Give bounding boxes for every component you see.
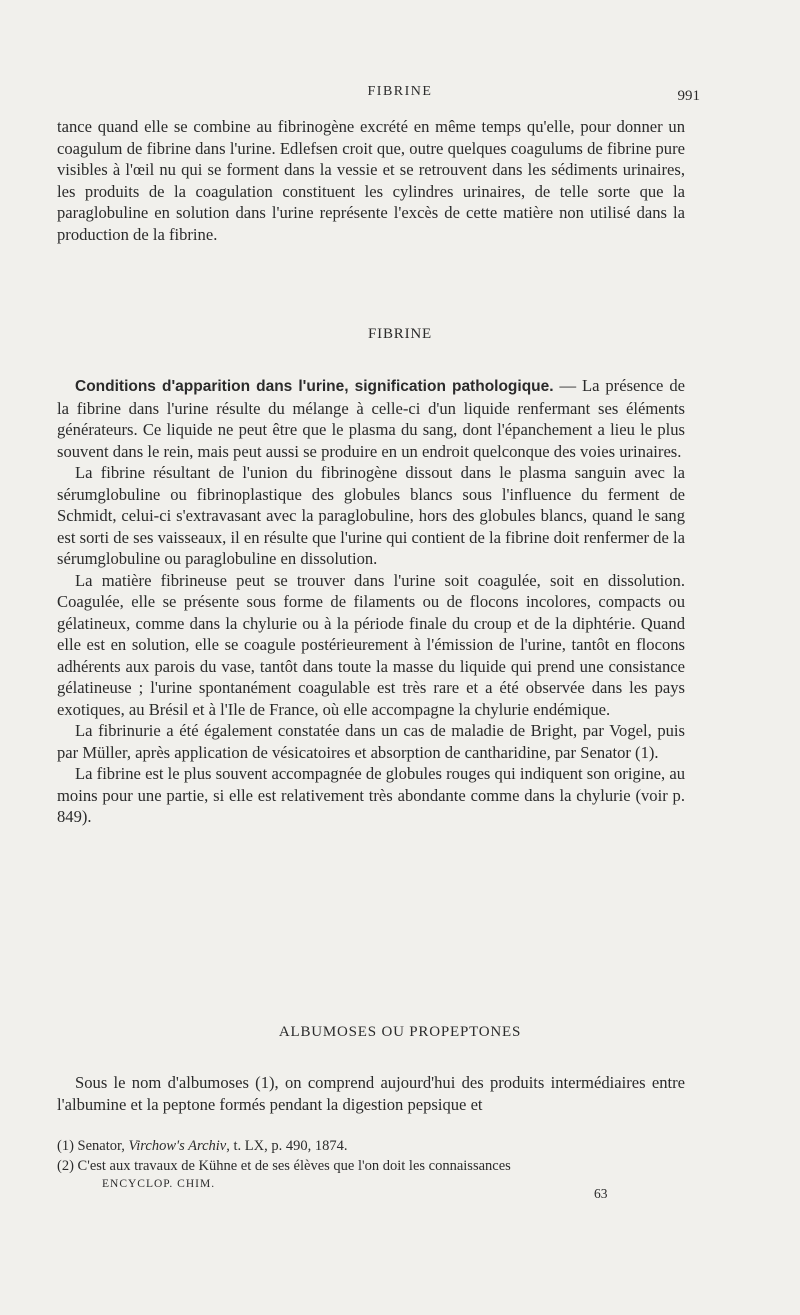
lead-text: — La présence de la fibrine dans l'urine résulte du mélange à celle-ci d'un liquide renfermant ses éléments générateurs. Ce liquide ne peut être que le plasma du sang, dont l'épanchement a lieu le plus souvent dans le rein, mais peut aussi se produire en un endroit quelconque des voies urinaires. — [57, 376, 685, 461]
footnote-1-ref: , t. LX, p. 490, 1874. — [226, 1138, 348, 1154]
footnote-1-text: (1) Senator, — [57, 1138, 129, 1154]
paragraph-2: La fibrine résultant de l'union du fibrinogène dissout dans le plasma sanguin avec la sérumglobuline ou fibrinoplastique des globules blancs sous l'influence du ferment de Schmidt, celui-ci s'extravasant avec la paraglobuline, hors des globules blancs, quand le sang est sorti de ses vaisseaux, il en résulte que l'urine qui contient de la fibrine doit renfermer de la sérumglobuline ou paraglobuline en dissolution. — [57, 463, 685, 568]
running-head-title: FIBRINE — [367, 84, 433, 99]
albumoses-text — [57, 1072, 685, 1115]
paragraph-3: La matière fibrineuse peut se trouver dans l'urine soit coagulée, soit en dissolution. Coagulée, elle se présente sous forme de filaments ou de flocons incolores, compacts ou gélatineux, comme dans la chylurie ou à la période finale du croup et de la diphtérie. Quand elle est en solution, elle se coagule postérieurement à l'émission de l'urine, tantôt en flocons adhérents aux parois du vase, tantôt dans toute la masse du liquide qui prend une consistance gélatineuse ; l'urine spontanément coagulable est très rare et a été observée dans les pays exotiques, au Brésil et à l'Ile de France, où elle accompagne la chylurie endémique. — [57, 570, 685, 719]
fibrine-section-text — [57, 375, 685, 828]
albumoses-paragraph: Sous le nom d'albumoses (1), on comprend aujourd'hui des produits intermédiaires entre l'albumine et la peptone formés pendant la digestion pepsique et — [57, 1073, 685, 1114]
paragraph-5: La fibrine est le plus souvent accompagnée de globules rouges qui indiquent son origine, au moins pour une partie, si elle est relativement très abondante comme dans la chylurie (voir p. 849). — [57, 764, 685, 826]
page-number: 991 — [677, 88, 700, 104]
paragraph-4: La fibrinurie a été également constatée dans un cas de maladie de Bright, par Vogel, puis par Müller, après application de vésicatoires et absorption de cantharidine, par Senator (1). — [57, 721, 685, 762]
footnote-1 — [57, 1136, 687, 1156]
intro-paragraph: tance quand elle se combine au fibrinogène excrété en même temps qu'elle, pour donner un coagulum de fibrine dans l'urine. Edlefsen croit que, outre quelques coagulums de fibrine pure visibles à l'œil nu qui se forment dans la vessie et se retrouvent dans les sédiments urinaires, les produits de la coagulation constituent les cylindres urinaires, de telle sorte que la paraglobuline en solution dans l'urine représente l'excès de cette matière non utilisé dans la production de la fibrine. — [57, 117, 685, 244]
footnote-1-journal: Virchow's Archiv — [128, 1138, 227, 1154]
intro-text — [57, 116, 685, 245]
footnote-2: (2) C'est aux travaux de Kühne et de ses élèves que l'on doit les connaissances — [57, 1158, 511, 1174]
section-heading-fibrine: FIBRINE — [368, 326, 432, 342]
footnotes — [57, 1136, 687, 1176]
signature-number: 63 — [594, 1186, 608, 1201]
lead-paragraph — [57, 375, 685, 462]
section-heading-albumoses: ALBUMOSES OU PROPEPTONES — [278, 1024, 522, 1040]
lead-heading: Conditions d'apparition dans l'urine, signification pathologique. — [75, 378, 554, 395]
signature-label: ENCYCLOP. CHIM. — [102, 1178, 216, 1190]
